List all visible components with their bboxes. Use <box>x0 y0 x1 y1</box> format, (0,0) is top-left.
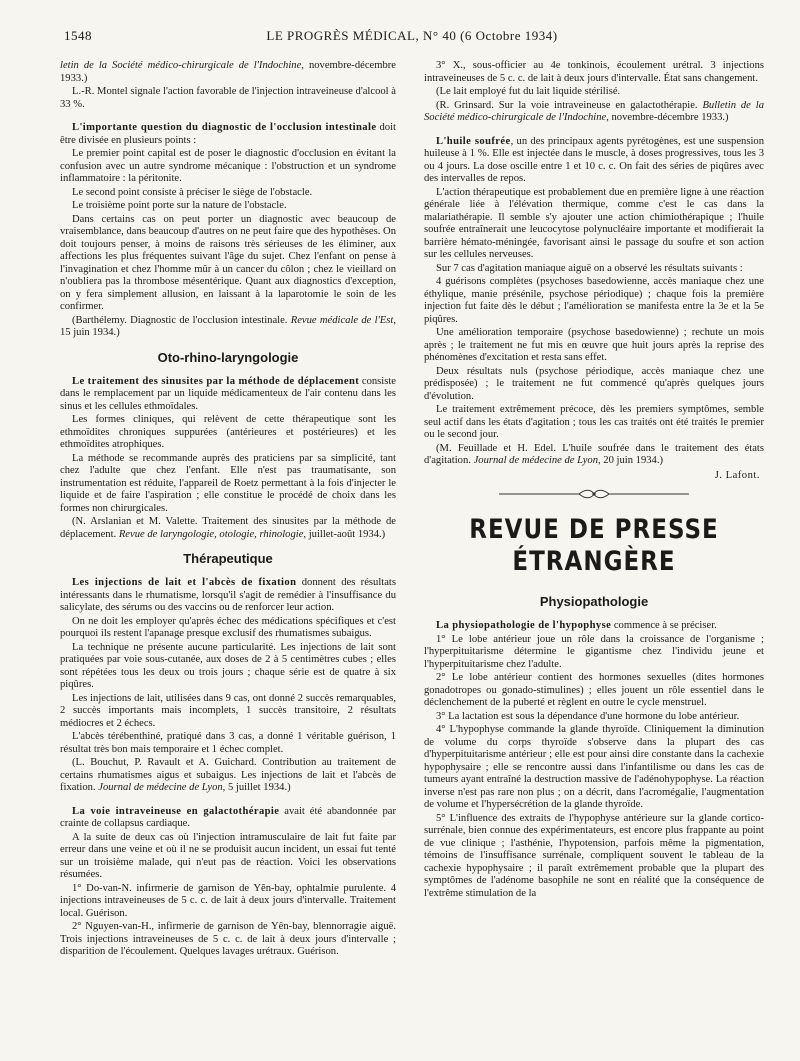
revue-title: REVUE DE PRESSE ÉTRANGÈRE <box>469 514 719 578</box>
article-injections-lead: Les injections de lait et l'abcès de fixation donnent des résultats intéressants dans le rhumatisme, lorsqu'il s'agit de remédier à l'insuffisance du salicylate, des sérums ou des vaccins ou de renforcer leur action. <box>60 577 396 613</box>
paragraph: 1° Le lobe antérieur joue un rôle dans la croissance de l'organisme ; l'hyperpituitarisme détermine le gigantisme chez l'individu jeune et l'hyperpituitarisme chez l'adulte. <box>424 633 764 670</box>
paragraph: 1° Do-van-N. infirmerie de garnison de Yên-bay, ophtalmie purulente. 4 injections intraveineuses de 5 c. c. de lait à deux jours d'intervalle. Traitement local. Guérison. <box>60 882 396 919</box>
article-occlusion-lead: L'importante question du diagnostic de l'occlusion intestinale doit être divisée en plusieurs points : <box>60 122 396 146</box>
page-number: 1548 <box>64 28 92 43</box>
left-column <box>60 60 396 960</box>
citation: (R. Grinsard. Sur la voie intraveineuse en galactothérapie. Bulletin de la Société médico-chirurgicale de l'Indochine, novembre-décembre 1933.) <box>424 99 764 123</box>
section-heading-oto: Oto-rhino-laryngologie <box>157 349 299 365</box>
intro-citation-cont: letin de la Société médico-chirurgicale de l'Indochine, novembre-décembre 1933.) <box>60 60 396 84</box>
citation: (N. Arslanian et M. Valette. Traitement des sinusites par la méthode de déplacement. Revue de laryngologie, otologie, rhinologie, juillet-août 1934.) <box>60 516 396 540</box>
paragraph: 4 guérisons complètes (psychoses basedowienne, accès maniaque chez une éthylique, manie présénile, psychose périodique) ; chaque fois la première injection fut faite dès le début ; l'amélioration se manifesta entre la 3e et la 5e piqûres. <box>424 276 764 325</box>
paragraph: Le premier point capital est de poser le diagnostic d'occlusion en évitant la confusion avec un autre syndrome mécanique : l'obstruction et un syndrome inflammatoire : la péritonite. <box>60 148 396 184</box>
article-hypophyse-lead: La physiopathologie de l'hypophyse commence à se préciser. <box>436 620 717 631</box>
paragraph: 3° La lactation est sous la dépendance d'une hormone du lobe antérieur. <box>436 710 740 722</box>
section-ornament <box>499 488 689 500</box>
paragraph: La méthode se recommande auprès des praticiens par sa simplicité, tant chez l'adulte que chez l'enfant. Elle n'est pas traumatisante, son instrumentation est réduite, l'appareil de Roetz permettant à la fois d'injecter le liquide et de faire l'aspiration ; elle constitue le procédé de choix dans les formes non chirurgicales. <box>60 452 396 514</box>
article-galacto-lead: La voie intraveineuse en galactothérapie avait été abandonnée par crainte de collapsus cardiaque. <box>60 805 396 829</box>
paragraph: Le traitement extrêmement précoce, dès les premiers symptômes, semble seul actif dans les états d'agitation ; tous les cas traités ont été traités le premier ou le second jour. <box>424 404 764 440</box>
paragraph: 3° X., sous-officier au 4e tonkinois, écoulement urétral. 3 injections intraveineuses de 5 c. c. de lait à deux jours d'intervalle. État sans changement. <box>424 60 764 84</box>
citation: (L. Bouchut, P. Ravault et A. Guichard. Contribution au traitement de certains rhumatismes aigus et subaigus. Les injections de lait et l'abcès de fixation. Journal de médecine de Lyon, 5 juillet 1934.) <box>60 757 396 793</box>
paragraph: Sur 7 cas d'agitation maniaque aiguë on a observé les résultats suivants : <box>436 262 743 274</box>
right-column <box>424 60 764 901</box>
paragraph: L'action thérapeutique est probablement due en première ligne à une réaction générale liée à l'élévation thermique, comme c'est le cas dans la malariathérapie. Il semble s'y ajouter une action chimiothérapique ; l'huile soufrée entraînerait une leucocytose polynucléaire importante et modifierait la barrière hémato-méningée, favorisant ainsi le passage du soufre et son action sur les cellules nerveuses. <box>424 186 764 260</box>
paragraph: Dans certains cas on peut porter un diagnostic avec beaucoup de vraisemblance, dans beaucoup d'autres on ne peut faire que des hypothèses. On doit toujours penser, à moins de raisons très sérieuses de les éliminer, aux affections les plus fréquentes suivant l'âge du sujet. Chez l'enfant on pense à l'invagination et chez l'homme mûr à un cancer du côlon ; chez le vieillard on n'oubliera pas la thrombose mésentérique. Quant aux diagnostics d'exception, on y fera simplement allusion, en laissant à la laparotomie le soin de les confirmer. <box>60 213 396 312</box>
paragraph: 5° L'influence des extraits de l'hypophyse antérieure sur la glande cortico-surrénale, bien connue des expérimentateurs, est encore plus frappante au point de vue clinique ; l'asthénie, l'hypotension, parfois même la pigmentation, témoins de l'insuffisance surrénale, compliquent souvent le tableau de la cachexie hypophysaire ; il paraît extrêmement probable que la plupart des symptômes de l'adénome basophile ne sont en réalité que la conséquence de l'extrême stimulation de la <box>424 812 764 899</box>
paragraph: On ne doit les employer qu'après échec des médications spécifiques et c'est pourquoi ils restent l'apanage presque exclusif des rhumatismes subaigus. <box>60 615 396 639</box>
paragraph: (Le lait employé fut du lait liquide stérilisé. <box>436 86 621 97</box>
paragraph: 2° Nguyen-van-H., infirmerie de garnison de Yên-bay, blennorragie aiguë. Trois injections intraveineuses de 5 c. c. de lait à deux jours d'intervalle ; disparition de l'écoulement. Quelques lavages urétraux. Guérison. <box>60 921 396 957</box>
paragraph: Le second point consiste à préciser le siège de l'obstacle. <box>72 186 313 198</box>
citation: (M. Feuillade et H. Edel. L'huile soufrée dans le traitement des états d'agitation. Journal de médecine de Lyon, 20 juin 1934.) <box>424 442 764 466</box>
section-heading-physio: Physiopathologie <box>539 594 649 609</box>
paragraph: Les injections de lait, utilisées dans 9 cas, ont donné 2 succès remarquables, 2 succès importants mais incomplets, 1 succès transitoire, 2 résultats médiocres et 2 échecs. <box>60 692 396 729</box>
paragraph: L'abcès térébenthiné, pratiqué dans 3 cas, a donné 1 véritable guérison, 1 résultat très bon mais temporaire et 1 échec complet. <box>60 731 396 755</box>
citation: (Barthélemy. Diagnostic de l'occlusion intestinale. Revue médicale de l'Est, 15 juin 1934.) <box>60 314 396 338</box>
paragraph: Une amélioration temporaire (psychose basedowienne) ; rechute un mois après ; le traitement ne fut mis en œuvre que huit jours après la reprise des phénomènes d'excitation et resta sans effet. <box>424 327 764 363</box>
paragraph: 4° L'hypophyse commande la glande thyroïde. Cliniquement la diminution de volume du corps thyroïde s'observe dans la plupart des cas d'hyperpituitarisme antérieur ; elle est pour ainsi dire constante dans la cachexie hypophysaire ; elle se rencontre aussi dans l'infantilisme ou dans les cas de tumeurs ayant entraîné la destruction massive de l'adénohypophyse. La réaction inverse n'est pas rare non plus ; on a décrit, dans l'acromégalie, l'augmentation de volume et l'hypersécrétion de la glande thyroïde. <box>424 724 764 810</box>
paragraph: La technique ne présente aucune particularité. Les injections de lait sont pratiquées par voie sous-cutanée, aux doses de 2 à 5 centimètres cubes ; elles sont répétées tous les deux ou trois jours ; chaque série est de quatre à six piqûres. <box>60 641 396 690</box>
paragraph: 2° Le lobe antérieur contient des hormones sexuelles (dites hormones gonadotropes ou gonado-stimulines) ; elles jouent un rôle essentiel dans le déclenchement de la puberté et règlent en outre le cycle menstruel. <box>424 672 764 708</box>
author-signature: J. Lafont. <box>714 469 760 481</box>
journal-title: LE PROGRÈS MÉDICAL, N° 40 (6 Octobre 1934) <box>266 28 558 43</box>
paragraph: A la suite de deux cas où l'injection intramusculaire de lait fut faite par erreur dans une veine et où il ne se produisit aucun incident, un essai fut tenté sur un troisième malade, qui n'eut pas de réaction. Voici les observations résumées. <box>60 831 396 880</box>
article-sinusites-lead: Le traitement des sinusites par la méthode de déplacement consiste dans le remplacement par un liquide médicamenteux de l'air contenu dans les sinus et les cellules ethmoïdales. <box>60 375 396 412</box>
paragraph: Deux résultats nuls (psychose périodique, accès maniaque chez une prédisposée) ; le traitement ne fut commencé qu'après quelques jours d'évolution. <box>424 365 764 402</box>
paragraph: Les formes cliniques, qui relèvent de cette thérapeutique sont les ethmoïdites chroniques suppurées (antérieures et postérieures) et les ethmoïdites atrophiques. <box>60 414 396 450</box>
article-huile-lead: L'huile soufrée, un des principaux agents pyrétogènes, est une suspension huileuse à 1 %. Elle est injectée dans le muscle, à doses progressives, tous les 3 ou 4 jours. La dose oscille entre 1 et 10 c. c. On fait des séries de piqûres avec des intervalles de repos. <box>424 135 764 184</box>
paragraph: L.-R. Montel signale l'action favorable de l'injection intraveineuse d'alcool à 33 %. <box>60 86 396 110</box>
paragraph: Le troisième point porte sur la nature de l'obstacle. <box>72 200 287 211</box>
page-header <box>64 28 760 48</box>
section-heading-therapeutique: Thérapeutique <box>183 551 273 566</box>
